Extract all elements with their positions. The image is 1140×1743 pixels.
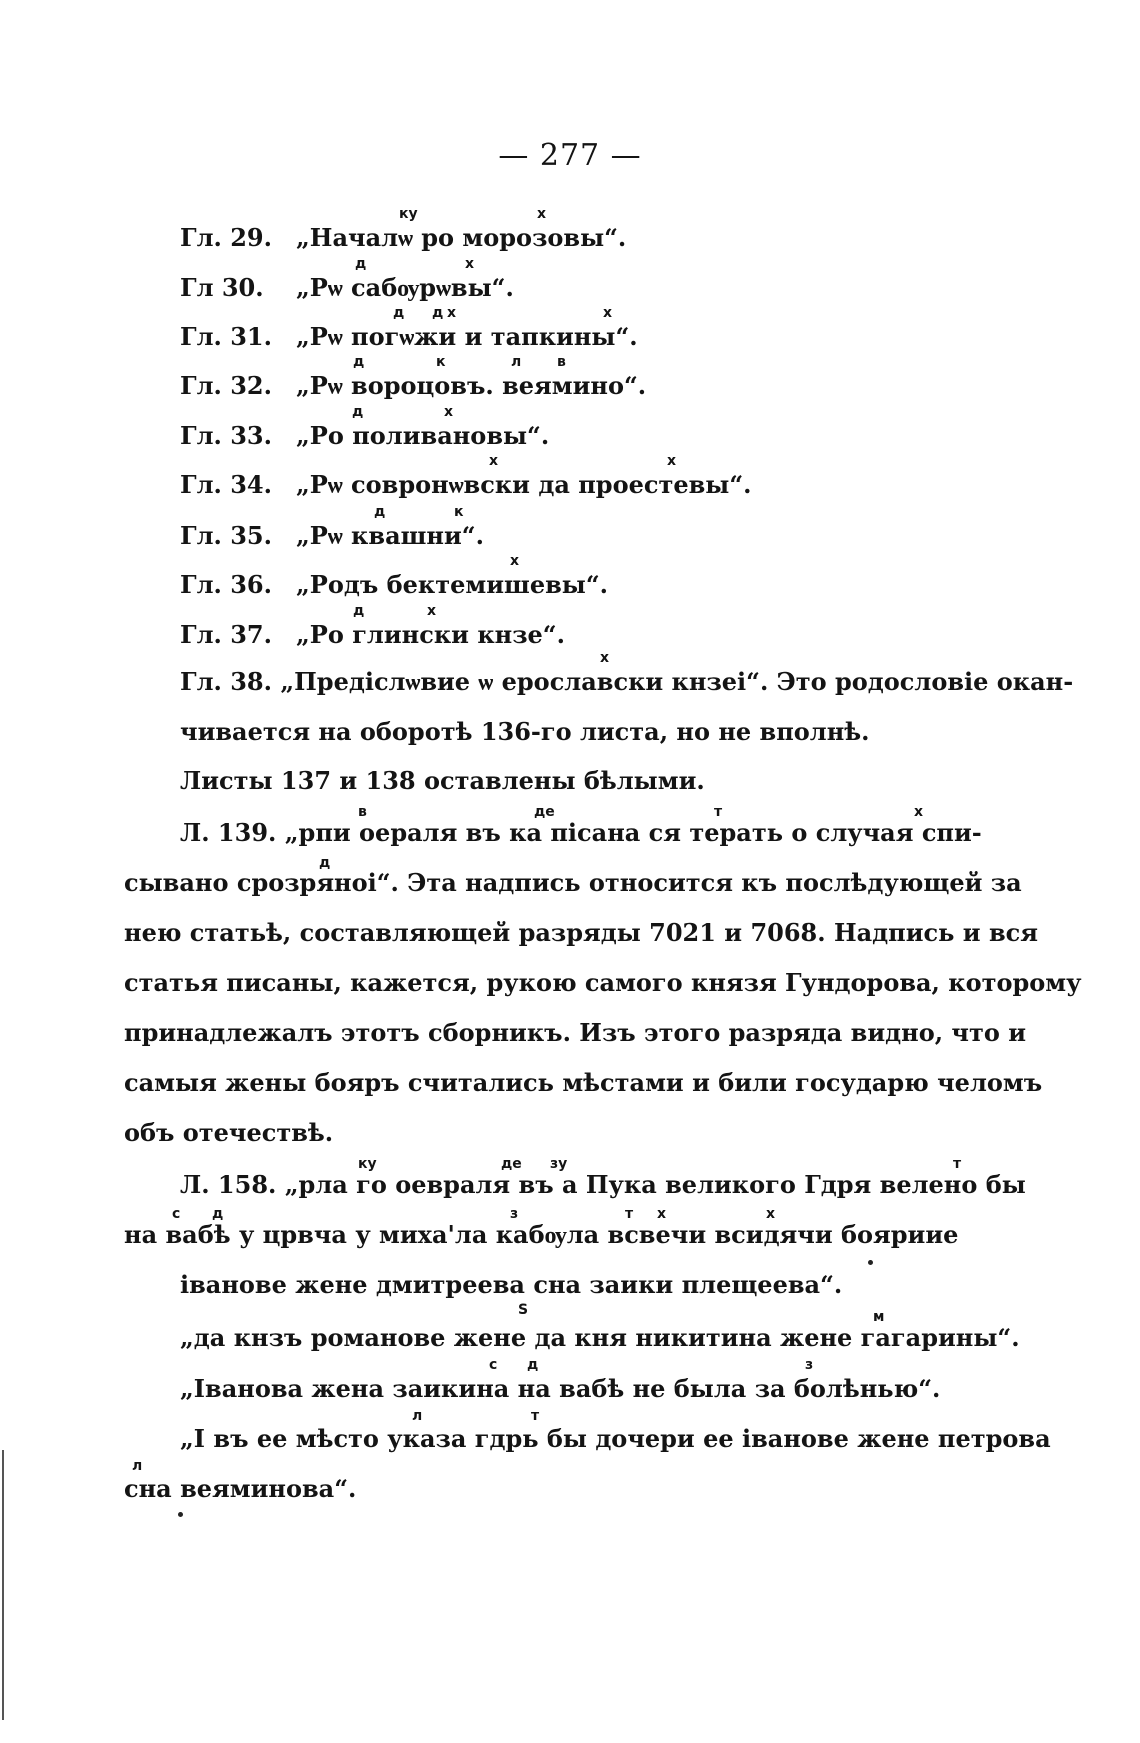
superscript-letter: д <box>393 305 405 321</box>
para2-text: Листы 137 и 138 оставлены бѣлыми. <box>180 766 705 795</box>
superscript-letter: х <box>600 650 610 666</box>
superscript-letter: д <box>353 354 365 370</box>
chapter-entry <box>180 470 752 500</box>
para4-line: іванове жене дмитреева сна заики плещеева“. <box>180 1270 843 1299</box>
chapter-entry <box>180 620 565 650</box>
chapter-entry <box>180 521 484 551</box>
para4-line: Л. 158. „рла го оевраля въ а Пука великого Гдря велено бы <box>180 1170 1026 1199</box>
superscript-letter: с <box>172 1206 181 1222</box>
superscript-letter: д <box>319 855 331 871</box>
chapter-number: Гл. 31. <box>180 322 272 351</box>
superscript-letter: х <box>766 1206 776 1222</box>
para3-line: самыя жены бояръ считались мѣстами и били государю челомъ <box>124 1068 1043 1097</box>
superscript-letter: ку <box>358 1156 377 1172</box>
superscript-letter: д <box>432 305 444 321</box>
superscript-letter: м <box>873 1309 885 1325</box>
chapter-title: „Ро поливановы“. <box>296 421 550 450</box>
chapter-title: „Рѡ погѡжи и тапкины“. <box>296 322 638 351</box>
chapter-title: „Рѡ квашни“. <box>296 521 484 550</box>
superscript-letter: х <box>657 1206 667 1222</box>
superscript-letter: к <box>454 504 464 520</box>
para3-line: Л. 139. „рпи оераля въ ка пісана ся терать о случая спи- <box>180 818 982 847</box>
chapter-number: Гл. 34. <box>180 470 272 499</box>
superscript-letter: S <box>518 1302 529 1318</box>
chapter-title: „Ро глински кнзе“. <box>296 620 565 649</box>
chapter-entry <box>180 421 549 451</box>
chapter-number: Гл. 29. <box>180 223 272 252</box>
para3-line: нею статьѣ, составляющей разряды 7021 и 7068. Надпись и вся <box>124 918 1038 947</box>
speck <box>868 1260 873 1265</box>
page-edge <box>2 1450 4 1720</box>
chapter-title: „Началѡ ро морозовы“. <box>296 223 627 252</box>
superscript-letter: д <box>212 1206 224 1222</box>
superscript-letter: зу <box>550 1156 568 1172</box>
page-number: — 277 — <box>498 138 642 173</box>
superscript-letter: х <box>914 804 924 820</box>
chapter-number: Гл. 36. <box>180 570 272 599</box>
superscript-letter: х <box>489 453 499 469</box>
superscript-letter: ку <box>399 206 418 222</box>
superscript-letter: х <box>447 305 457 321</box>
superscript-letter: де <box>501 1156 522 1172</box>
superscript-letter: з <box>510 1206 519 1222</box>
para4-line: „да кнзъ романове жене да кня никитина жене гагарины“. <box>180 1323 1020 1352</box>
para1-line1: Гл. 38. „Предiслѡвие ѡ ерославски кнзеі“. Это родословіе окан- <box>180 667 1074 696</box>
para3-line: статья писаны, кажется, рукою самого князя Гундорова, которому <box>124 968 1082 997</box>
chapter-number: Гл. 35. <box>180 521 272 550</box>
chapter-title: „Рѡ сабѹрѡвы“. <box>296 273 514 302</box>
superscript-letter: х <box>603 305 613 321</box>
superscript-letter: с <box>489 1357 498 1373</box>
chapter-title: „Рѡ совронѡвски да проестевы“. <box>296 470 752 499</box>
para4-line: сна веяминова“. <box>124 1474 357 1503</box>
superscript-letter: х <box>510 553 520 569</box>
chapter-entry <box>180 273 514 303</box>
chapter-number: Гл. 33. <box>180 421 272 450</box>
superscript-letter: д <box>352 404 364 420</box>
chapter-entry <box>180 570 608 600</box>
para1-line2: чивается на оборотѣ 136-го листа, но не вполнѣ. <box>180 717 870 746</box>
chapter-title: „Рѡ ворoцовъ. веямино“. <box>296 371 647 400</box>
superscript-letter: х <box>667 453 677 469</box>
chapter-number: Гл 30. <box>180 273 264 302</box>
superscript-letter: л <box>412 1408 423 1424</box>
chapter-number: Гл. 32. <box>180 371 272 400</box>
superscript-letter: т <box>953 1156 962 1172</box>
superscript-letter: х <box>444 404 454 420</box>
para4-line: на вабѣ у црвча у миха'ла кабѹла всвечи всидячи бояриие <box>124 1220 959 1249</box>
superscript-letter: х <box>427 603 437 619</box>
chapter-entry <box>180 371 646 401</box>
chapter-number: Гл. 37. <box>180 620 272 649</box>
superscript-letter: т <box>714 804 723 820</box>
superscript-letter: д <box>527 1357 539 1373</box>
superscript-letter: т <box>625 1206 634 1222</box>
superscript-letter: в <box>358 804 367 820</box>
superscript-letter: д <box>374 504 386 520</box>
chapter-entry <box>180 322 638 352</box>
superscript-letter: х <box>537 206 547 222</box>
chapter-title: „Родъ бектемишевы“. <box>296 570 608 599</box>
para4-line: „I въ ее мѣсто указа гдрь бы дочери ее іванове жене петрова <box>180 1424 1051 1453</box>
superscript-letter: де <box>534 804 555 820</box>
superscript-letter: х <box>465 256 475 272</box>
superscript-letter: з <box>805 1357 814 1373</box>
superscript-letter: д <box>355 256 367 272</box>
speck <box>178 1512 183 1517</box>
superscript-letter: в <box>557 354 566 370</box>
superscript-letter: д <box>353 603 365 619</box>
para3-line: принадлежалъ этотъ сборникъ. Изъ этого разряда видно, что и <box>124 1018 1027 1047</box>
chapter-entry <box>180 223 626 253</box>
para3-line: объ отечествѣ. <box>124 1118 334 1147</box>
superscript-letter: л <box>511 354 522 370</box>
superscript-letter: т <box>531 1408 540 1424</box>
superscript-letter: к <box>436 354 446 370</box>
superscript-letter: л <box>132 1458 143 1474</box>
para4-line: „Іванова жена заикина на вабѣ не была за болѣнью“. <box>180 1374 941 1403</box>
para3-line: сывано срозряноі“. Эта надпись относится къ послѣдующей за <box>124 868 1022 897</box>
